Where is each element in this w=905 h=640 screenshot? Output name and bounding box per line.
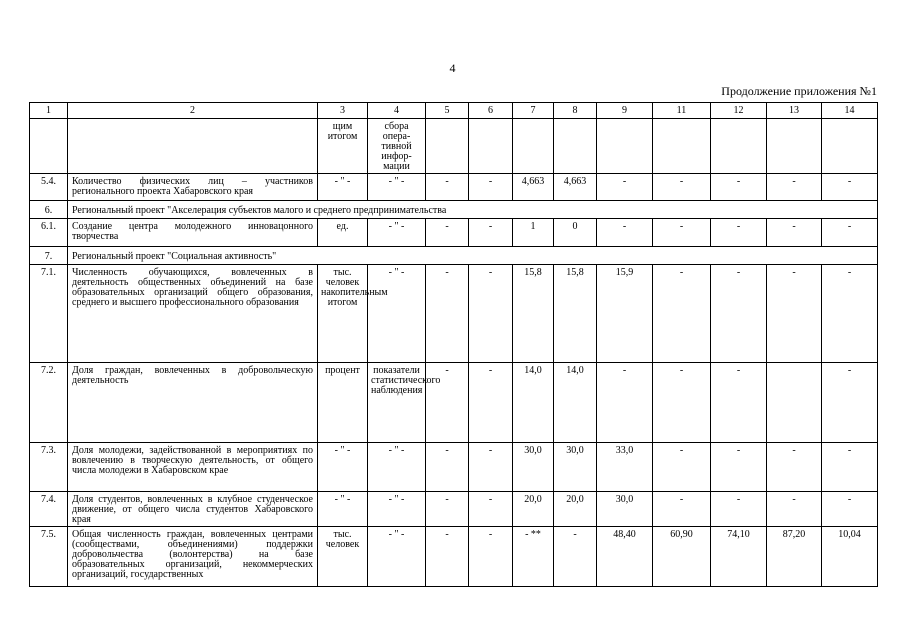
cell-value: 60,90: [653, 527, 711, 587]
column-header: 4: [368, 103, 426, 119]
cell-value: -: [711, 219, 767, 247]
table-row: [30, 363, 878, 443]
cell-value: -: [767, 443, 822, 492]
cell-value: -: [711, 363, 767, 443]
cell-value: [822, 119, 878, 174]
column-header: 2: [68, 103, 318, 119]
indicator-name: [68, 119, 318, 174]
row-number: 7.2.: [30, 363, 68, 443]
cell-value: 4,663: [513, 174, 554, 201]
cell-value: [653, 119, 711, 174]
cell-value: -: [711, 492, 767, 527]
cell-value: -: [469, 265, 513, 363]
cell-value: [554, 119, 597, 174]
cell-value: 87,20: [767, 527, 822, 587]
cell-value: -: [653, 219, 711, 247]
continuation-label: Продолжение приложения №1: [721, 84, 877, 98]
row-number: 7.4.: [30, 492, 68, 527]
indicators-table: [29, 102, 878, 587]
cell-value: [513, 119, 554, 174]
cell-value: показатели статистического наблюдения: [368, 363, 426, 443]
cell-value: 48,40: [597, 527, 653, 587]
section-number: 7.: [30, 247, 68, 265]
table-row: [30, 265, 878, 363]
cell-value: процент: [318, 363, 368, 443]
table-row: [30, 119, 878, 174]
cell-value: -: [469, 443, 513, 492]
cell-value: - " -: [318, 443, 368, 492]
cell-value: -: [597, 363, 653, 443]
column-header: 13: [767, 103, 822, 119]
section-number: 6.: [30, 201, 68, 219]
row-number: 5.4.: [30, 174, 68, 201]
cell-value: 15,9: [597, 265, 653, 363]
cell-value: тыс. человек накопительным итогом: [318, 265, 368, 363]
cell-value: -: [653, 265, 711, 363]
cell-value: [767, 363, 822, 443]
cell-value: 14,0: [513, 363, 554, 443]
cell-value: 30,0: [554, 443, 597, 492]
cell-value: -: [822, 174, 878, 201]
cell-value: -: [822, 443, 878, 492]
cell-value: [767, 119, 822, 174]
cell-value: -: [822, 265, 878, 363]
cell-value: -: [426, 443, 469, 492]
cell-value: 74,10: [711, 527, 767, 587]
cell-value: -: [822, 363, 878, 443]
row-number: [30, 119, 68, 174]
cell-value: сбора опера-тивной инфор-мации: [368, 119, 426, 174]
cell-value: 20,0: [554, 492, 597, 527]
cell-value: [597, 119, 653, 174]
cell-value: 33,0: [597, 443, 653, 492]
cell-value: - " -: [318, 492, 368, 527]
cell-value: 1: [513, 219, 554, 247]
cell-value: [469, 119, 513, 174]
cell-value: -: [653, 174, 711, 201]
page-number: 4: [449, 61, 456, 75]
cell-value: -: [711, 443, 767, 492]
cell-value: -: [711, 174, 767, 201]
cell-value: -: [469, 363, 513, 443]
indicator-name: Общая численность граждан, вовлеченных центрами (сообществами, объединениями) поддержки добровольчества (волонтерства) на базе образовательных организаций, некоммерческих организаций, государственных: [68, 527, 318, 587]
cell-value: -: [469, 492, 513, 527]
cell-value: -: [426, 363, 469, 443]
cell-value: щим итогом: [318, 119, 368, 174]
column-header: 7: [513, 103, 554, 119]
cell-value: [711, 119, 767, 174]
cell-value: -: [426, 265, 469, 363]
column-header: 14: [822, 103, 878, 119]
cell-value: -: [426, 219, 469, 247]
cell-value: [426, 119, 469, 174]
cell-value: 20,0: [513, 492, 554, 527]
section-title: Региональный проект "Социальная активность": [68, 247, 878, 265]
row-number: 7.5.: [30, 527, 68, 587]
indicator-name: Доля студентов, вовлеченных в клубное студенческое движение, от общего числа студентов Хабаровского края: [68, 492, 318, 527]
column-header: 3: [318, 103, 368, 119]
cell-value: -: [711, 265, 767, 363]
cell-value: -: [767, 219, 822, 247]
column-header: 12: [711, 103, 767, 119]
cell-value: -: [426, 527, 469, 587]
cell-value: -: [653, 443, 711, 492]
section-row: [30, 201, 878, 219]
cell-value: - " -: [368, 265, 426, 363]
cell-value: - " -: [368, 174, 426, 201]
indicator-name: Количество физических лиц – участников регионального проекта Хабаровского края: [68, 174, 318, 201]
cell-value: 14,0: [554, 363, 597, 443]
column-header: 1: [30, 103, 68, 119]
cell-value: -: [767, 174, 822, 201]
indicator-name: Создание центра молодежного инновацонного творчества: [68, 219, 318, 247]
header-row: [30, 103, 878, 119]
cell-value: -: [822, 219, 878, 247]
row-number: 7.3.: [30, 443, 68, 492]
cell-value: -: [767, 265, 822, 363]
table-row: [30, 174, 878, 201]
section-title: Региональный проект "Акселерация субъектов малого и среднего предпринимательства: [68, 201, 878, 219]
cell-value: 30,0: [513, 443, 554, 492]
cell-value: -: [653, 492, 711, 527]
column-header: 5: [426, 103, 469, 119]
cell-value: -: [822, 492, 878, 527]
cell-value: 15,8: [554, 265, 597, 363]
cell-value: - **: [513, 527, 554, 587]
cell-value: - " -: [368, 492, 426, 527]
cell-value: -: [469, 219, 513, 247]
cell-value: - " -: [368, 219, 426, 247]
cell-value: -: [597, 219, 653, 247]
cell-value: -: [426, 174, 469, 201]
cell-value: 30,0: [597, 492, 653, 527]
table-row: [30, 443, 878, 492]
cell-value: -: [597, 174, 653, 201]
cell-value: 15,8: [513, 265, 554, 363]
table-row: [30, 492, 878, 527]
cell-value: -: [767, 492, 822, 527]
cell-value: 10,04: [822, 527, 878, 587]
cell-value: -: [653, 363, 711, 443]
row-number: 6.1.: [30, 219, 68, 247]
indicator-name: Доля молодежи, задействованной в мероприятиях по вовлечению в творческую деятельность, от общего числа молодежи в Хабаровском крае: [68, 443, 318, 492]
cell-value: 0: [554, 219, 597, 247]
table-row: [30, 527, 878, 587]
indicator-name: Доля граждан, вовлеченных в добровольческую деятельность: [68, 363, 318, 443]
column-header: 6: [469, 103, 513, 119]
cell-value: -: [554, 527, 597, 587]
cell-value: -: [469, 174, 513, 201]
cell-value: - " -: [368, 443, 426, 492]
cell-value: -: [426, 492, 469, 527]
cell-value: ед.: [318, 219, 368, 247]
column-header: 8: [554, 103, 597, 119]
cell-value: тыс. человек: [318, 527, 368, 587]
section-row: [30, 247, 878, 265]
table-row: [30, 219, 878, 247]
column-header: 11: [653, 103, 711, 119]
indicator-name: Численность обучающихся, вовлеченных в деятельность общественных объединений на базе образовательных организаций общего образования, среднего и высшего профессионального образования: [68, 265, 318, 363]
cell-value: -: [469, 527, 513, 587]
cell-value: 4,663: [554, 174, 597, 201]
column-header: 9: [597, 103, 653, 119]
row-number: 7.1.: [30, 265, 68, 363]
cell-value: - " -: [318, 174, 368, 201]
cell-value: - " -: [368, 527, 426, 587]
